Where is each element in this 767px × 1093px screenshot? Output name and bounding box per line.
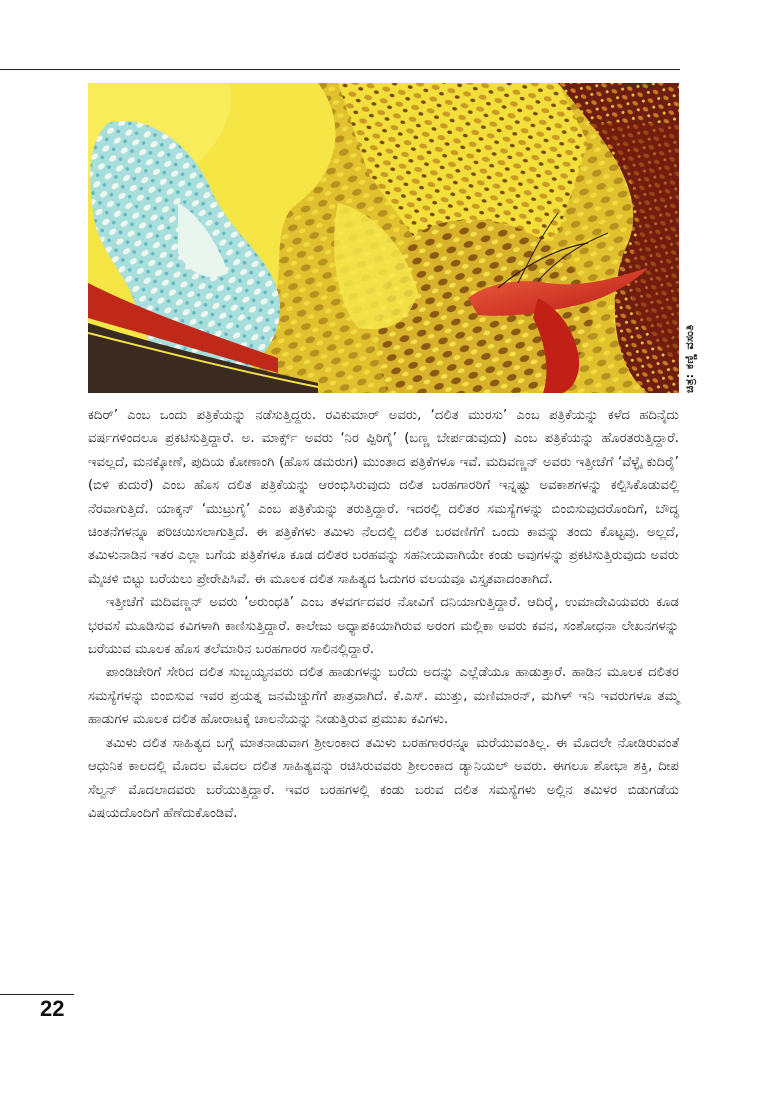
- abstract-artwork: [88, 83, 679, 393]
- footer-rule: [0, 994, 74, 995]
- page-number: 22: [40, 996, 65, 1021]
- paragraph: ಇತ್ತೀಚೆಗೆ ಮದಿವಣ್ಣನ್ ಅವರು ‘ಅರುಂಧತಿ’ ಎಂಬ ತಳವರ್ಗದವರ ನೋವಿಗೆ ದನಿಯಾಗುತ್ತಿದ್ದಾರೆ. ಆದಿರೈ, ಉಮಾದೇವಿಯವರು ಕೂಡ ಭರವಸೆ ಮೂಡಿಸುವ ಕವಿಗಳಾಗಿ ಕಾಣಿಸುತ್ತಿದ್ದಾರೆ. ಕಾಲೇಜು ಅಧ್ಯಾಪಕಿಯಾಗಿರುವ ಅರಂಗ ಮಲ್ಲಿಕಾ ಅವರು ಕವನ, ಸಂಶೋಧನಾ ಲೇಖನಗಳನ್ನು ಬರೆಯುವ ಮೂಲಕ ಹೊಸ ತಲೆಮಾರಿನ ಬರಹಗಾರರ ಸಾಲಿನಲ್ಲಿದ್ದಾರೆ.: [88, 595, 679, 658]
- top-rule: [0, 69, 680, 70]
- paragraph: ಪಾಂಡಿಚೇರಿಗೆ ಸೇರಿದ ದಲಿತ ಸುಬ್ಬಯ್ಯನವರು ದಲಿತ ಹಾಡುಗಳನ್ನು ಬರೆದು ಅದನ್ನು ಎಲ್ಲೆಡೆಯೂ ಹಾಡುತ್ತಾರೆ. ಹಾಡಿನ ಮೂಲಕ ದಲಿತರ ಸಮಸ್ಯೆಗಳನ್ನು ಬಿಂಬಿಸುವ ಇವರ ಪ್ರಯತ್ನ ಜನಮೆಚ್ಚುಗೆಗೆ ಪಾತ್ರವಾಗಿದೆ. ಕೆ.ಎಸ್. ಮುತ್ತು, ಮಣಿಮಾರನ್, ಮಗಿಳ್ ಇನಿ ಇವರುಗಳೂ ತಮ್ಮ ಹಾಡುಗಳ ಮೂಲಕ ದಲಿತ ಹೋರಾಟಕ್ಕೆ ಚಾಲನೆಯನ್ನು ನೀಡುತ್ತಿರುವ ಪ್ರಮುಖ ಕವಿಗಳು.: [88, 665, 679, 728]
- article-body: [88, 404, 679, 825]
- paragraph: ಕದಿರ್’ ಎಂಬ ಒಂದು ಪತ್ರಿಕೆಯನ್ನು ನಡೆಸುತ್ತಿದ್ದರು. ರವಿಕುಮಾರ್ ಅವರು, ‘ದಲಿತ ಮುರಸು’ ಎಂಬ ಪತ್ರಿಕೆಯನ್ನು ಕಳೆದ ಹದಿನೈದು ವರ್ಷಗಳಿಂದಲೂ ಪ್ರಕಟಿಸುತ್ತಿದ್ದಾರೆ. ಅ. ಮಾರ್ಕ್ಸ್ ಅವರು ‘ನಿರ ಪ್ಪಿರಿಗೈ’ (ಬಣ್ಣ ಬೇರ್ಪಡುವುದು) ಎಂಬ ಪತ್ರಿಕೆಯನ್ನು ಹೊರತರುತ್ತಿದ್ದಾರೆ. ಇವಲ್ಲದೆ, ಮನಕ್ಕೋಣೆ, ಪುದಿಯ ಕೋಣಾಂಗಿ (ಹೊಸ ಡಮರುಗ) ಮುಂತಾದ ಪತ್ರಿಕೆಗಳೂ ಇವೆ. ಮದಿವಣ್ಣನ್ ಅವರು ಇತ್ತೀಚೆಗೆ ‘ವೆಳ್ಳೈ ಕುದಿರೈ’ (ಬಿಳಿ ಕುದುರೆ) ಎಂಬ ಹೊಸ ದಲಿತ ಪತ್ರಿಕೆಯನ್ನು ಆರಂಭಿಸಿರುವುದು ದಲಿತ ಬರಹಗಾರರಿಗೆ ಇನ್ನಷ್ಟು ಅವಕಾಶಗಳನ್ನು ಕಲ್ಪಿಸಿಕೊಡುವಲ್ಲಿ ನೆರವಾಗುತ್ತಿದೆ. ಯಾಕ್ಕನ್ ‘ಮುಟ್ರುಗೈ’ ಎಂಬ ಪತ್ರಿಕೆಯನ್ನು ತರುತ್ತಿದ್ದಾರೆ. ಇದರಲ್ಲಿ ದಲಿತರ ಸಮಸ್ಯೆಗಳನ್ನು ಬಿಂಬಿಸುವುದರೊಂದಿಗೆ, ಬೌದ್ಧ ಚಿಂತನೆಗಳನ್ನೂ ಪರಿಚಯಿಸಲಾಗುತ್ತಿದೆ. ಈ ಪತ್ರಿಕೆಗಳು ತಮಿಳು ನೆಲದಲ್ಲಿ ದಲಿತ ಬರವಣಿಗೆಗೆ ಒಂದು ಕಾವನ್ನು ತಂದು ಕೊಟ್ಟವು. ಅಲ್ಲದೆ, ತಮಿಳುನಾಡಿನ ಇತರ ಎಲ್ಲಾ ಬಗೆಯ ಪತ್ರಿಕೆಗಳೂ ಕೂಡ ದಲಿತರ ಬರಹವನ್ನು ಸಹನೀಯವಾಗಿಯೇ ಕಂಡು ಅವುಗಳನ್ನು ಪ್ರಕಟಿಸುತ್ತಿರುವುದು ಅವರು ಮೈಚಳಿ ಬಿಟ್ಟು ಬರೆಯಲು ಪ್ರೇರೇಪಿಸಿವೆ. ಈ ಮೂಲಕ ದಲಿತ ಸಾಹಿತ್ಯದ ಓದುಗರ ವಲಯವೂ ವಿಸ್ತೃತವಾದಂತಾಗಿದೆ.: [88, 408, 679, 587]
- paragraph: ತಮಿಳು ದಲಿತ ಸಾಹಿತ್ಯದ ಬಗ್ಗೆ ಮಾತನಾಡುವಾಗ ಶ್ರೀಲಂಕಾದ ತಮಿಳು ಬರಹಗಾರರನ್ನೂ ಮರೆಯುವಂತಿಲ್ಲ. ಈ ಮೊದಲೇ ನೋಡಿರುವಂತೆ ಆಧುನಿಕ ಕಾಲದಲ್ಲಿ ಮೊದಲ ಮೊದಲ ದಲಿತ ಸಾಹಿತ್ಯವನ್ನು ರಚಿಸಿರುವವರು ಶ್ರೀಲಂಕಾದ ಡ್ಯಾನಿಯಲ್ ಅವರು. ಈಗಲೂ ಶೋಭಾ ಶಕ್ತಿ, ದೀಪ ಸೆಲ್ವನ್ ಮೊದಲಾದವರು ಬರೆಯುತ್ತಿದ್ದಾರೆ. ಇವರ ಬರಹಗಳಲ್ಲಿ ಕಂಡು ಬರುವ ದಲಿತ ಸಮಸ್ಯೆಗಳು ಅಲ್ಲಿನ ತಮಿಳರ ಬಿಡುಗಡೆಯ ವಿಷಯದೊಂದಿಗೆ ಹೆಣೆದುಕೊಂಡಿವೆ.: [88, 735, 679, 821]
- image-credit: ಚಿತ್ರ: ಕಣ್ಣಿ ವಸಂತಿ: [683, 324, 696, 393]
